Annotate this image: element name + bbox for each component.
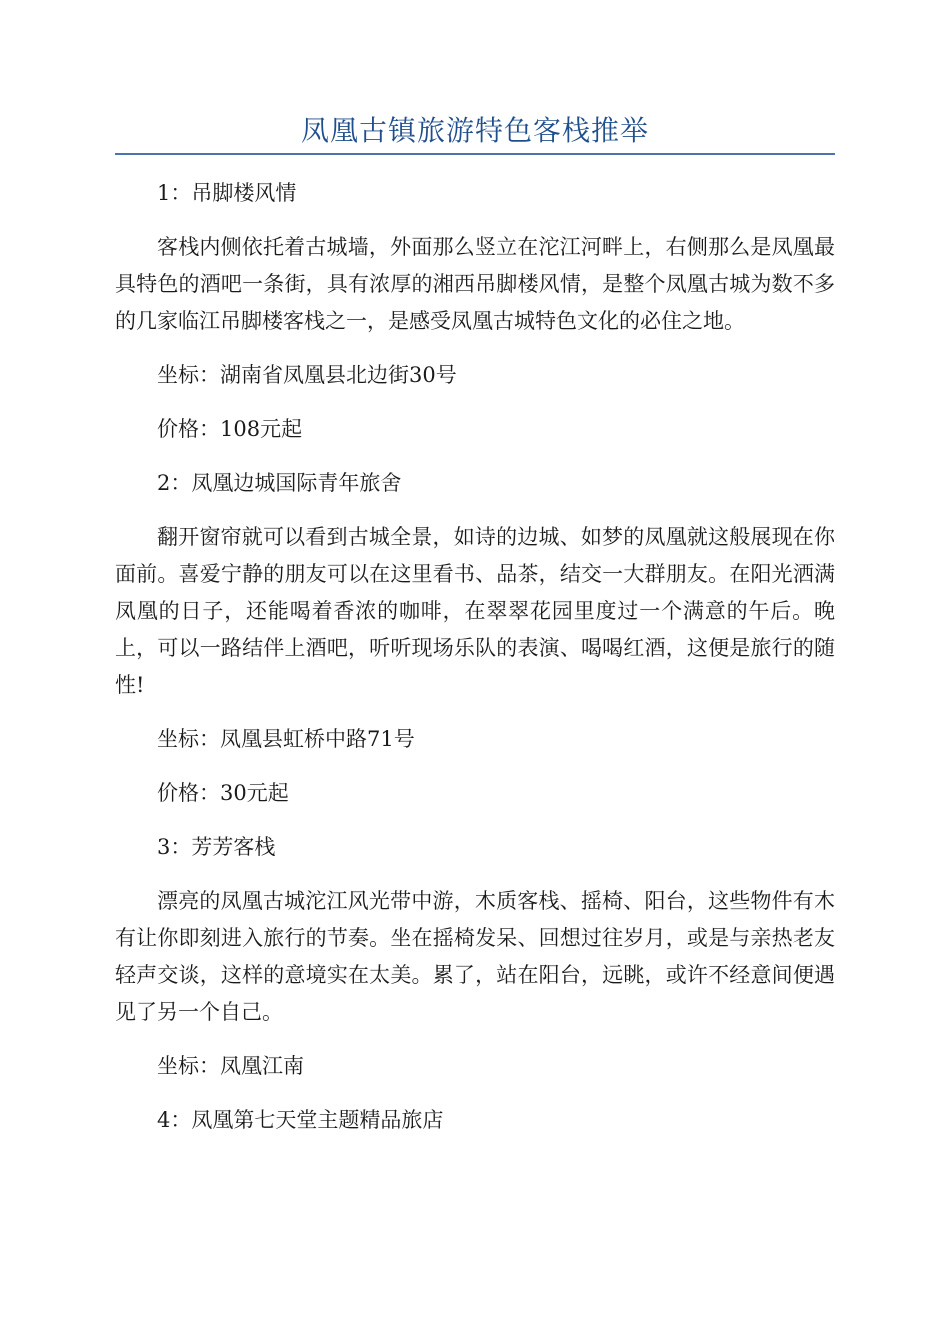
section-location-2: 坐标：凤凰县虹桥中路71号 — [157, 727, 415, 751]
section-location-1: 坐标：湖南省凤凰县北边街30号 — [157, 363, 457, 387]
section-location-3: 坐标：凤凰江南 — [157, 1054, 304, 1078]
section-heading-1: 1：吊脚楼风情 — [157, 181, 297, 205]
document-body — [115, 175, 835, 1156]
page-title: 凤凰古镇旅游特色客栈推举 — [300, 114, 649, 147]
section-price-1: 价格：108元起 — [157, 417, 303, 441]
section-price-2: 价格：30元起 — [157, 781, 289, 805]
section-description-3: 漂亮的凤凰古城沱江风光带中游，木质客栈、摇椅、阳台，这些物件有木有让你即刻进入旅行的节奏。坐在摇椅发呆、回想过往岁月，或是与亲热老友轻声交谈，这样的意境实在太美。累了，站在阳台，远眺，或许不经意间便遇见了另一个自己。 — [115, 889, 835, 1024]
section-heading-4: 4：凤凰第七天堂主题精品旅店 — [157, 1108, 444, 1132]
section-description-1: 客栈内侧依托着古城墙，外面那么竖立在沱江河畔上，右侧那么是凤凰最具特色的酒吧一条街，具有浓厚的湘西吊脚楼风情，是整个凤凰古城为数不多的几家临江吊脚楼客栈之一，是感受凤凰古城特色文化的必住之地。 — [115, 235, 835, 333]
section-description-2: 翻开窗帘就可以看到古城全景，如诗的边城、如梦的凤凰就这般展现在你面前。喜爱宁静的朋友可以在这里看书、品茶，结交一大群朋友。在阳光洒满凤凰的日子，还能喝着香浓的咖啡，在翠翠花园里度过一个满意的午后。晚上，可以一路结伴上酒吧，听听现场乐队的表演、喝喝红酒，这便是旅行的随性! — [115, 525, 835, 697]
section-heading-3: 3：芳芳客栈 — [157, 835, 276, 859]
section-heading-2: 2：凤凰边城国际青年旅舍 — [157, 471, 402, 495]
title-divider — [115, 153, 835, 155]
